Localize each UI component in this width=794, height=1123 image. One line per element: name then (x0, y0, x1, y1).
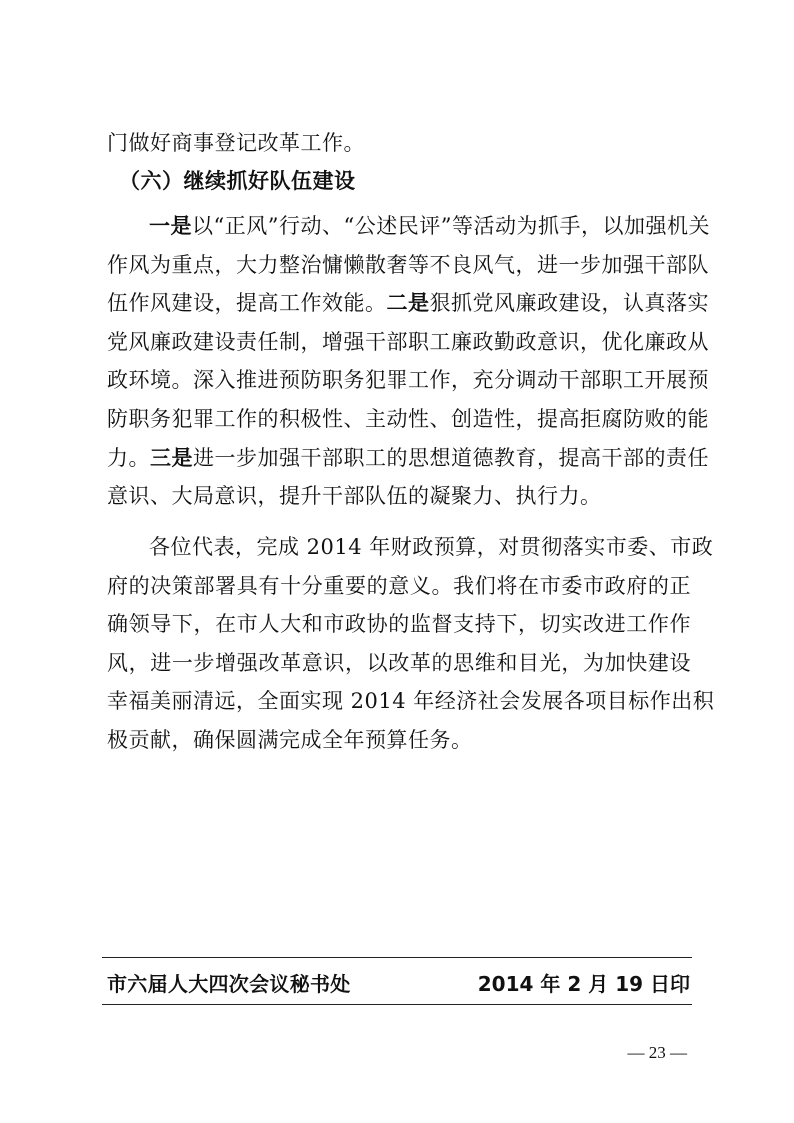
footer-print-date: 2014 年 2 月 19 日印 (477, 972, 690, 996)
paragraph-line: 作风为重点，大力整治慵懒散奢等不良风气，进一步加强干部队 (107, 252, 709, 277)
paragraph-line: 确领导下，在市人大和市政协的监督支持下，切实改进工作作 (107, 612, 691, 637)
paragraph-line: 府的决策部署具有十分重要的意义。我们将在市委市政府的正 (107, 573, 691, 598)
paragraph-line: 政环境。深入推进预防职务犯罪工作，充分调动干部职工开展预 (107, 368, 709, 393)
paragraph-line: 风，进一步增强改革意识，以改革的思维和目光，为加快建设 (107, 650, 691, 675)
paragraph-line: 防职务犯罪工作的积极性、主动性、创造性，提高拒腐防败的能 (107, 406, 709, 431)
continuation-line: 门做好商事登记改革工作。 (107, 131, 365, 155)
paragraph-line: 幸福美丽清远，全面实现 2014 年经济社会发展各项目标作出积 (107, 689, 715, 714)
paragraph-team-building (107, 207, 710, 516)
continuation-text (107, 124, 691, 163)
paragraph-line: 各位代表，完成 2014 年财政预算，对贯彻落实市委、市政 (149, 535, 714, 559)
footer-issuer: 市六届人大四次会议秘书处 (107, 972, 351, 996)
emphasis-first: 一是 (149, 214, 192, 238)
footer-bottom-rule (102, 1004, 692, 1005)
paragraph-line: 党风廉政建设责任制，增强干部职工廉政勤政意识，优化廉政从 (107, 329, 709, 354)
paragraph-line: 意识、大局意识，提升干部队伍的凝聚力、执行力。 (107, 484, 602, 509)
page-number: — 23 — (627, 1043, 687, 1062)
paragraph-line: 力。三是进一步加强干部职工的思想道德教育，提高干部的责任 (107, 445, 709, 470)
emphasis-third: 三是 (150, 445, 193, 470)
footer-top-rule (102, 957, 692, 958)
paragraph-closing (107, 528, 715, 760)
paragraph-line: 一是以“正风”行动、“公述民评”等活动为抓手，以加强机关 (149, 214, 710, 238)
section-heading: （六）继续抓好队伍建设 (119, 169, 356, 193)
emphasis-second: 二是 (386, 291, 430, 316)
paragraph-line: 伍作风建设，提高工作效能。二是狠抓党风廉政建设，认真落实 (107, 291, 709, 316)
paragraph-line: 极贡献，确保圆满完成全年预算任务。 (107, 727, 473, 752)
